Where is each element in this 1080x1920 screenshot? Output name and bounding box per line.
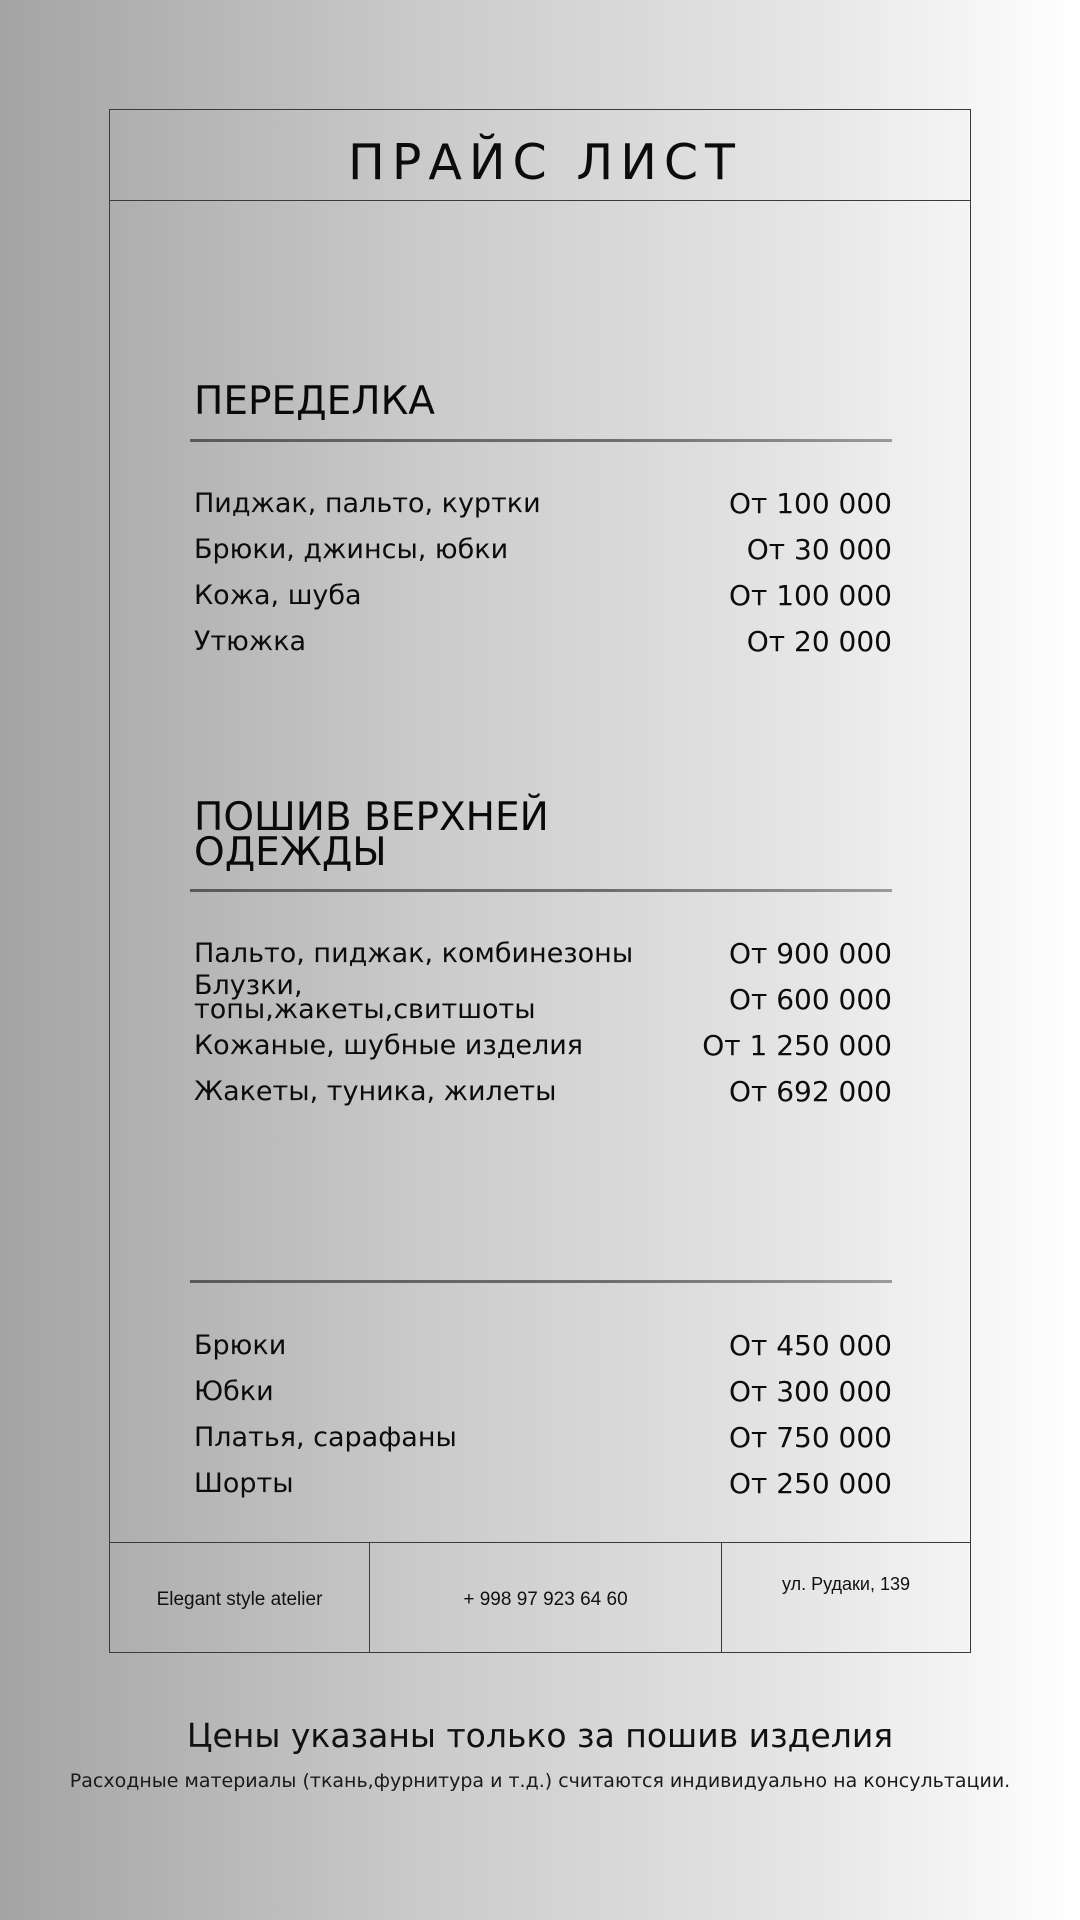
service-name: Брюки [194, 1330, 287, 1361]
title-bar [110, 110, 970, 201]
address: ул. Рудаки, 139 [782, 1574, 910, 1594]
service-name: Жакеты, туника, жилеты [194, 1076, 557, 1107]
service-price: От 250 000 [728, 1467, 892, 1500]
phone-cell [370, 1543, 722, 1652]
service-price: От 100 000 [728, 579, 892, 612]
service-price: От 900 000 [728, 937, 892, 970]
service-name: Пиджак, пальто, куртки [194, 488, 541, 519]
service-price: От 20 000 [746, 625, 892, 658]
service-name: Блузки, топы,жакеты,свитшоты [194, 970, 536, 1025]
price-row [194, 970, 892, 1025]
page-title: ПРАЙС ЛИСТ [347, 134, 742, 191]
address-cell [722, 1543, 970, 1652]
service-price: От 692 000 [728, 1075, 892, 1108]
contact-footer [110, 1542, 970, 1652]
service-name: Пальто, пиджак, комбинезоны [194, 938, 634, 969]
price-row [194, 576, 892, 616]
service-price: От 1 250 000 [702, 1029, 892, 1062]
section-divider [190, 1280, 892, 1283]
price-row [194, 1072, 892, 1112]
service-name: Юбки [194, 1376, 274, 1407]
price-row [194, 1372, 892, 1412]
materials-note: Расходные материалы (ткань,фурнитура и т.д.) считаются индивидуально на консультации. [69, 1770, 1011, 1792]
price-row [194, 1418, 892, 1458]
price-row [194, 484, 892, 524]
section-divider [190, 889, 892, 892]
brand-cell [110, 1543, 370, 1652]
pricing-note: Цены указаны только за пошив изделия [186, 1716, 894, 1755]
price-row [194, 1464, 892, 1504]
price-row [194, 530, 892, 570]
brand-name: Elegant style atelier [156, 1589, 323, 1610]
service-name: Платья, сарафаны [194, 1422, 457, 1453]
section-heading-line: ОДЕЖДЫ [194, 830, 387, 875]
price-row [194, 934, 892, 974]
price-row [194, 1026, 892, 1066]
price-row [194, 1326, 892, 1366]
service-name: Утюжка [194, 626, 307, 657]
section-heading-alterations: ПЕРЕДЕЛКА [194, 379, 435, 424]
section-divider [190, 439, 892, 442]
service-name: Брюки, джинсы, юбки [194, 534, 509, 565]
price-row [194, 622, 892, 662]
section-heading-outerwear [194, 795, 549, 875]
service-price: От 300 000 [728, 1375, 892, 1408]
price-list-card [109, 109, 971, 1653]
service-price: От 450 000 [728, 1329, 892, 1362]
phone-number: + 998 97 923 64 60 [463, 1589, 628, 1610]
service-price: От 30 000 [746, 533, 892, 566]
service-price: От 100 000 [728, 487, 892, 520]
service-price: От 750 000 [728, 1421, 892, 1454]
service-name: Кожа, шуба [194, 580, 362, 611]
section-heading-line: ПОШИВ ВЕРХНЕЙ [194, 795, 549, 840]
service-name: Кожаные, шубные изделия [194, 1030, 584, 1061]
service-price: От 600 000 [728, 983, 892, 1016]
service-name: Шорты [194, 1468, 294, 1499]
